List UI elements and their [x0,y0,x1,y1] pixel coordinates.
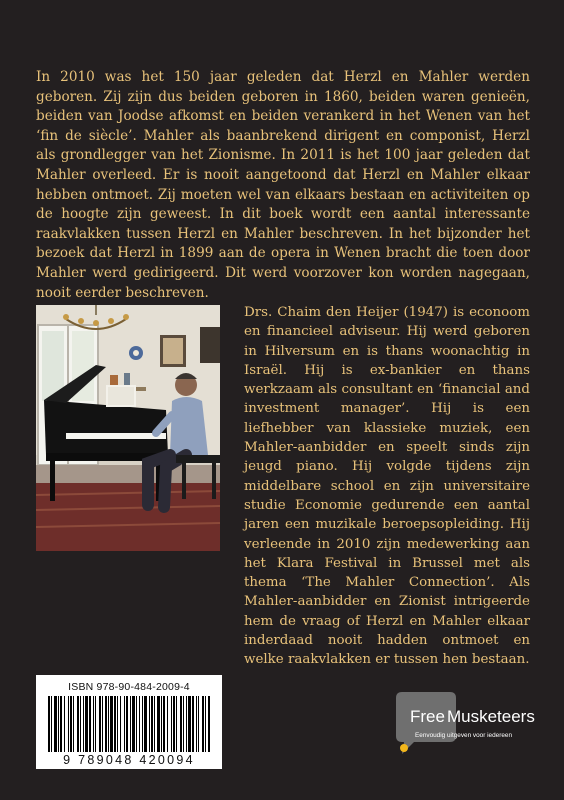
publisher-name-free: Free [410,707,445,726]
barcode-bar [176,696,177,752]
barcode-bar [188,696,191,752]
barcode-bar [171,696,172,752]
barcode-bar [105,696,107,752]
publisher-name [410,707,535,727]
barcode-bar [110,696,113,752]
barcode-bar [108,696,109,752]
barcode-bar [68,696,69,752]
bio-text: Drs. Chaim den Heijer (1947) is econoom en financieel adviseur. Hij werd geboren in Hilversum en is thans woonachtig in Israël. Hij is ex-bankier en thans werkzaam als consultant en ‘financial and investment manager’. Hij is een liefhebber van klassieke muziek, een Mahler-aanbidder en speelt sinds zijn jeugd piano. Hij volgde tijdens zijn middelbare school en zijn universitaire studie Economie gedurende een aantal jaren een muzikale beroepsopleiding. Hij verleende in 2010 zijn medewerking aan het Klara Festival in Brussel met als thema ‘The Mahler Connection’. Als Mahler-aanbidder en Zionist intrigeerde hem de vraag of Herzl en Mahler elkaar inderdaad nooit hadden ontmoet en welke raakvlakken er tussen hen bestaan. [244,305,530,668]
barcode-bar [163,696,165,752]
barcode-bar [183,696,184,752]
barcode-bar [89,696,91,752]
publisher-name-musketeers: Musketeers [446,707,535,726]
barcode-bar [202,696,204,752]
barcode-bar [95,696,96,752]
barcode-bars [47,696,211,752]
author-at-piano-image [36,305,220,551]
barcode-bar [117,696,118,752]
barcode-bar [60,696,62,752]
barcode-bar [77,696,79,752]
barcode-bar [51,696,52,752]
barcode-bar [93,696,94,752]
author-bio [244,303,530,670]
barcode-bar [142,696,143,752]
barcode-bar [120,696,121,752]
barcode-bar [54,696,57,752]
barcode-bar [154,696,155,752]
barcode-bar [196,696,197,752]
barcode-bar [186,696,187,752]
barcode-bar [144,696,147,752]
barcode-bar [151,696,153,752]
barcode-bar [124,696,125,752]
barcode-bar [157,696,160,752]
barcode-bar [130,696,131,752]
barcode-bar [161,696,162,752]
barcode-bar [70,696,72,752]
isbn-barcode [36,675,222,769]
barcode-bar [167,696,168,752]
barcode-bar [126,696,128,752]
barcode-bar [58,696,59,752]
isbn-label: ISBN 978-90-484-2009-4 [68,681,190,693]
barcode-bar [85,696,88,752]
barcode-bar [102,696,103,752]
barcode-bar [99,696,101,752]
barcode-bar [198,696,199,752]
barcode-bar [48,696,50,752]
barcode-bar [149,696,150,752]
barcode-bar [80,696,81,752]
barcode-bar [73,696,74,752]
barcode-bar [136,696,137,752]
barcode-bar [192,696,194,752]
publisher-tagline: Eenvoudig uitgeven voor iedereen [415,732,512,739]
barcode-bar [114,696,116,752]
author-photo [36,305,220,551]
back-cover-blurb [36,68,530,303]
barcode-bar [64,696,65,752]
barcode-bar [208,696,210,752]
barcode-bar [83,696,84,752]
barcode-bar [180,696,182,752]
barcode-bar [205,696,206,752]
publisher-logo [392,692,542,760]
barcode-bar [173,696,175,752]
ean-digits: 9 789048 420094 [63,753,195,767]
barcode-bar [139,696,140,752]
barcode-bar [132,696,135,752]
blurb-text: In 2010 was het 150 jaar geleden dat Herzl en Mahler werden geboren. Zij zijn dus beiden geboren in 1860, beiden waren genieën, beiden van Joodse afkomst en beiden verankerd in het Wenen van het ‘fin de siècle’. Mahler als baanbrekend dirigent en componist, Herzl als grondlegger van het Zionisme. In 2011 is het 100 jaar geleden dat Mahler overleed. Er is nooit aangetoond dat Herzl en Mahler elkaar hebben ontmoet. Zij moeten wel van elkaars bestaan en activiteiten op de hoogte zijn geweest. In dit boek wordt een aantal interessante raakvlakken tussen Herzl en Mahler beschreven. In het bijzonder het bezoek dat Herzl in 1899 aan de opera in Wenen bracht die toen door Mahler werd gedirigeerd. Dit werd voorzover kon worden nagegaan, nooit eerder beschreven. [36,69,530,301]
